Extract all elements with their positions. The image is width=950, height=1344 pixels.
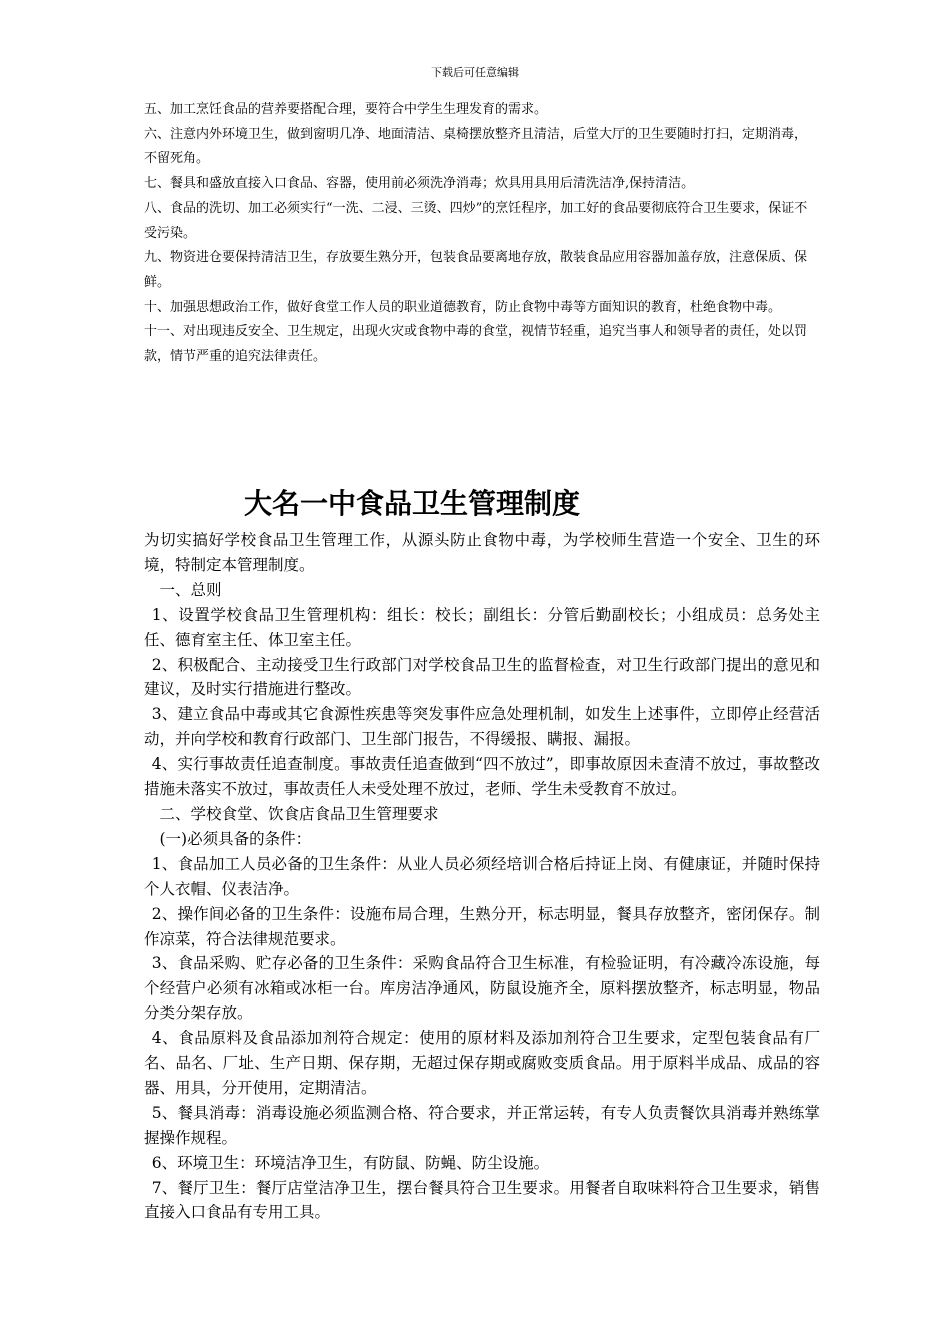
- section-item: 7、餐厅卫生：餐厅店堂洁净卫生，摆台餐具符合卫生要求。用餐者自取味料符合卫生要求，销售直接入口食品有专用工具。: [144, 1178, 820, 1222]
- rule-item: 十、加强思想政治工作，做好食堂工作人员的职业道德教育，防止食物中毒等方面知识的教育，杜绝食物中毒。: [144, 299, 782, 315]
- section-item: 2、积极配合、主动接受卫生行政部门对学校食品卫生的监督检查，对卫生行政部门提出的意见和建议，及时实行措施进行整改。: [144, 655, 820, 699]
- intro-paragraph: 为切实搞好学校食品卫生管理工作，从源头防止食物中毒，为学校师生营造一个安全、卫生的环境，特制定本管理制度。: [144, 531, 820, 574]
- rule-item: 八、食品的洗切、加工必须实行“一洗、二浸、三烫、四炒”的烹饪程序，加工好的食品要彻底符合卫生要求，保证不受污染。: [144, 200, 808, 241]
- section-item: 4、实行事故责任追查制度。事故责任追查做到“四不放过”，即事故原因未查清不放过，事故整改措施未落实不放过，事故责任人未受处理不放过，老师、学生未受教育不放过。: [144, 755, 820, 799]
- section-heading: 一、总则: [159, 580, 222, 599]
- section-item: 6、环境卫生：环境洁净卫生，有防鼠、防蝇、防尘设施。: [151, 1153, 550, 1172]
- rules-list: [144, 98, 816, 370]
- rule-item: 九、物资进仓要保持清洁卫生，存放要生熟分开，包装食品要离地存放，散装食品应用容器加盖存放，注意保质、保鲜。: [144, 250, 808, 290]
- rule-item: 六、注意内外环境卫生，做到窗明几净、地面清洁、桌椅摆放整齐且清洁，后堂大厅的卫生要随时打扫，定期消毒，不留死角。: [144, 126, 808, 167]
- section-subheading: (一)必须具备的条件：: [159, 829, 312, 848]
- section-item: 3、食品采购、贮存必备的卫生条件：采购食品符合卫生标准，有检验证明，有冷藏冷冻设施，每个经营户必须有冰箱或冰柜一台。库房洁净通风，防鼠设施齐全，原料摆放整齐，标志明显，物品分类分架存放。: [144, 954, 820, 1023]
- document-body: [144, 528, 820, 1225]
- rule-item: 十一、对出现违反安全、卫生规定，出现火灾或食物中毒的食堂，视情节轻重，追究当事人和领导者的责任，处以罚款，情节严重的追究法律责任。: [144, 324, 808, 365]
- section-item: 3、建立食品中毒或其它食源性疾患等突发事件应急处理机制，如发生上述事件，立即停止经营活动，并向学校和教育行政部门、卫生部门报告，不得缓报、瞒报、漏报。: [144, 705, 820, 749]
- rule-item: 五、加工烹饪食品的营养要搭配合理，要符合中学生生理发育的需求。: [144, 102, 548, 117]
- section-item: 1、食品加工人员必备的卫生条件：从业人员必须经培训合格后持证上岗、有健康证，并随时保持个人衣帽、仪表洁净。: [144, 854, 820, 898]
- rule-item: 七、餐具和盛放直接入口食品、容器，使用前必须洗净消毒；炊具用具用后清洗洁净,保持清洁。: [144, 176, 695, 192]
- section-item: 1、设置学校食品卫生管理机构：组长：校长；副组长：分管后勤副校长；小组成员：总务处主任、德育室主任、体卫室主任。: [144, 605, 820, 649]
- page-header: 下载后可任意编辑: [431, 66, 519, 79]
- section-item: 2、操作间必备的卫生条件：设施布局合理，生熟分开，标志明显，餐具存放整齐，密闭保存。制作凉菜，符合法律规范要求。: [144, 904, 820, 948]
- document-title: 大名一中食品卫生管理制度: [244, 487, 581, 520]
- section-item: 5、餐具消毒：消毒设施必须监测合格、符合要求，并正常运转，有专人负责餐饮具消毒并熟练掌握操作规程。: [144, 1103, 820, 1147]
- section-item: 4、食品原料及食品添加剂符合规定：使用的原材料及添加剂符合卫生要求，定型包装食品有厂名、品名、厂址、生产日期、保存期，无超过保存期或腐败变质食品。用于原料半成品、成品的容器、用具，分开使用，定期清洁。: [144, 1029, 820, 1097]
- section-heading: 二、学校食堂、饮食店食品卫生管理要求: [159, 804, 439, 823]
